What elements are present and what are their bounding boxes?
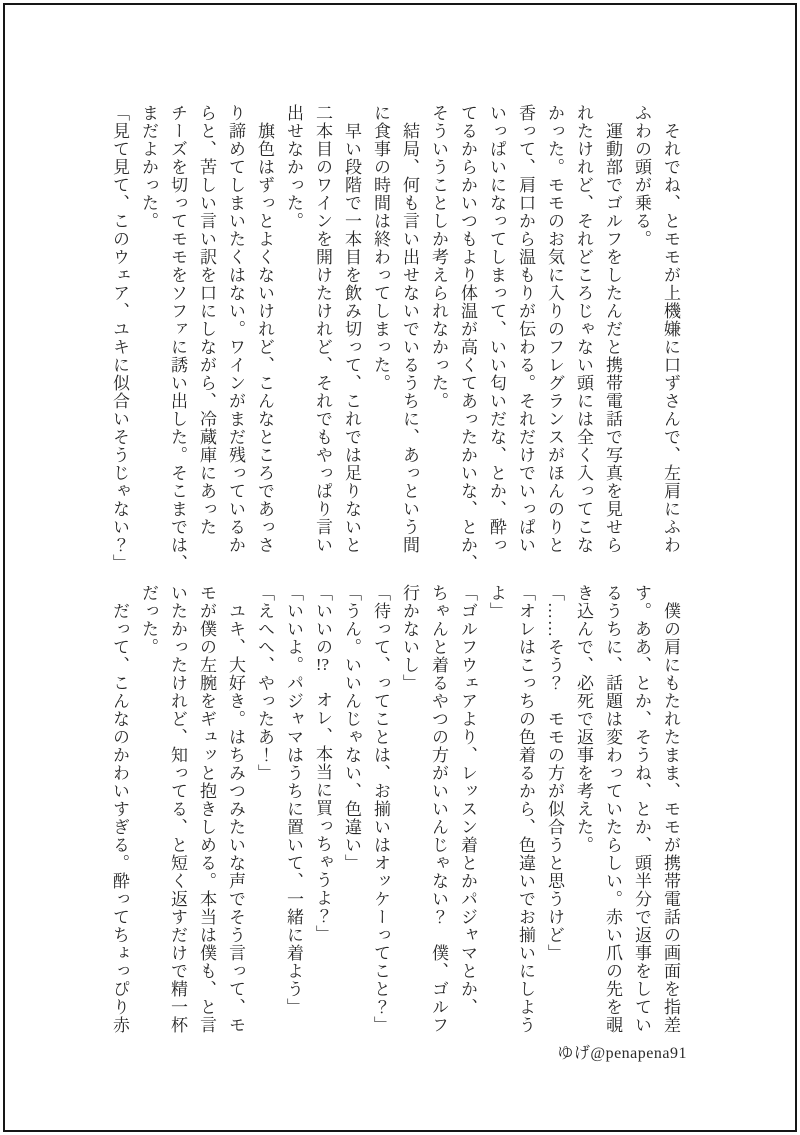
text-line: モが僕の左腕をギュッと抱きしめる。本当は僕も、と言	[197, 584, 216, 1034]
text-line: ちゃんと着るやつの方がいいんじゃない？ 僕、ゴルフ	[429, 584, 448, 1034]
text-line: それでね、とモモが上機嫌に口ずさんで、左肩にふわ	[661, 104, 680, 554]
text-line: だった。	[139, 584, 158, 656]
text-line: 「オレはこっちの色着るから、色違いでお揃いにしよう	[516, 584, 535, 1034]
text-line: 二本目のワインを開けたけれど、それでもやっぱり言い	[313, 104, 332, 554]
text-line: ユキ、大好き。はちみつみたいな声でそう言って、モ	[226, 584, 245, 1034]
text-line: だって、こんなのかわいすぎる。酔ってちょっぴり赤	[110, 584, 129, 1034]
text-line: てるからかいつもより体温が高くてあったかいな、とか、	[458, 104, 477, 572]
text-line: 出せなかった。	[284, 104, 303, 230]
text-line: 結局、何も言い出せないでいるうちに、あっという間	[400, 104, 419, 554]
upper-page-text	[105, 104, 685, 572]
text-line: ふわの頭が乗る。	[632, 104, 651, 248]
text-line: いっぱいになってしまって、いい匂いだな、とか、酔っ	[487, 104, 506, 554]
text-line: まだよかった。	[139, 104, 158, 230]
lower-page-text	[105, 584, 685, 1036]
text-line: 旗色はずっとよくないけれど、こんなところであっさ	[255, 104, 274, 554]
text-line: 「うん。いいんじゃない、色違い」	[342, 584, 361, 872]
text-line: 「いいよ。パジャマはうちに置いて、一緒に着よう」	[284, 584, 303, 1016]
text-line: 運動部でゴルフをしたんだと携帯電話で写真を見せら	[603, 104, 622, 554]
text-line: よ」	[487, 584, 506, 620]
text-line: いたかったけれど、知ってる、と短く返すだけで精一杯	[168, 584, 187, 1034]
text-line: らと、苦しい言い訳を口にしながら、冷蔵庫にあった	[197, 104, 216, 536]
text-line: 「……そう？ モモの方が似合うと思うけど」	[545, 584, 564, 962]
text-line: 早い段階で一本目を飲み切って、これでは足りないと	[342, 104, 361, 554]
text-line: 「見て見て、このウェア、ユキに似合いそうじゃない？」	[110, 104, 129, 572]
text-line: るうちに、話題は変わっていたらしい。赤い爪の先を覗	[603, 584, 622, 1034]
text-line: 「待って、ってことは、お揃いはオッケーってこと？」	[371, 584, 390, 1034]
text-line: そういうことしか考えられなかった。	[429, 104, 448, 410]
text-line: り諦めてしまいたくはない。ワインがまだ残っているか	[226, 104, 245, 554]
text-line: 「えへへ、やったあ！」	[255, 584, 274, 782]
text-line: き込んで、必死で返事を考えた。	[574, 584, 593, 854]
text-line: 「ゴルフウェアより、レッスン着とかパジャマとか、	[458, 584, 477, 1016]
text-line: に食事の時間は終わってしまった。	[371, 104, 390, 392]
text-line: 僕の肩にもたれたまま、モモが携帯電話の画面を指差	[661, 584, 680, 1034]
author-credit: ゆげ@penapena91	[557, 1045, 687, 1062]
text-line: かった。モモのお気に入りのフレグランスがほんのりと	[545, 104, 564, 554]
text-line: 「いいの!? オレ、本当に買っちゃうよ？」	[313, 584, 332, 943]
text-line: チーズを切ってモモをソファに誘い出した。そこまでは、	[168, 104, 187, 572]
text-line: す。ああ、とか、そうね、とか、頭半分で返事をしてい	[632, 584, 651, 1034]
text-line: れたけれど、それどころじゃない頭には全く入ってこな	[574, 104, 593, 554]
text-line: 行かないし」	[400, 584, 419, 692]
text-line: 香って、肩口から温もりが伝わる。それだけでいっぱい	[516, 104, 535, 554]
